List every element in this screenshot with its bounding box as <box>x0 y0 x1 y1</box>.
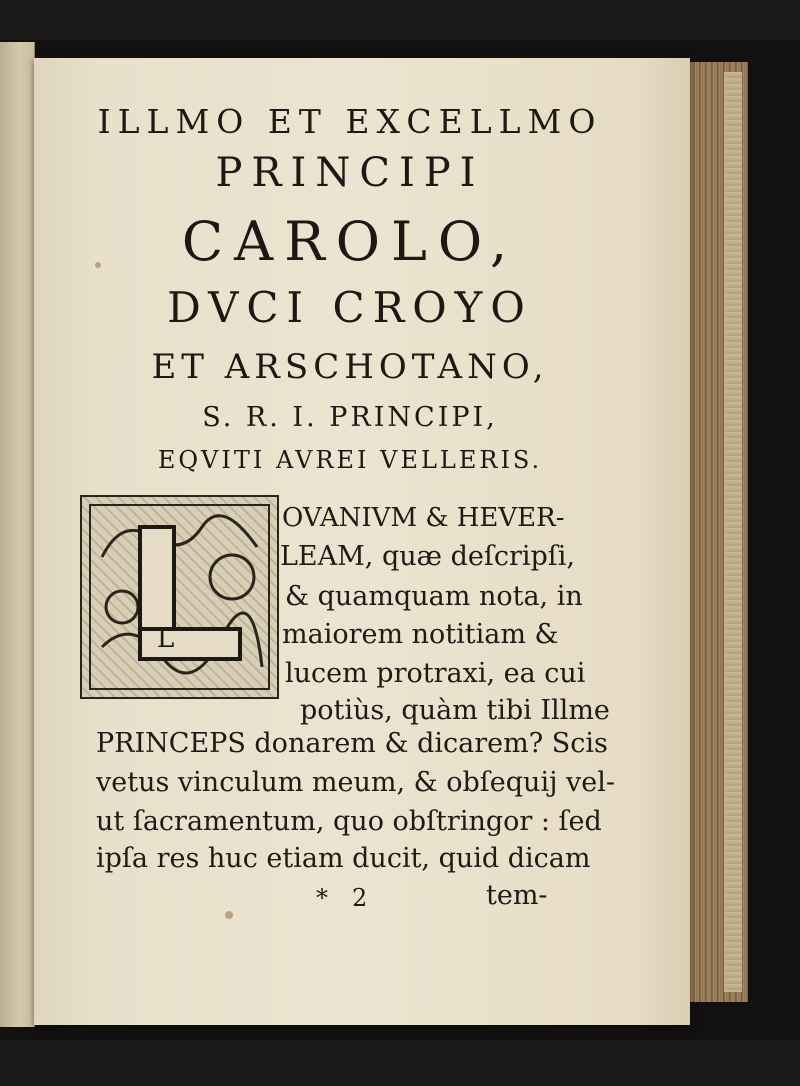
title-line-3: CAROLO, <box>181 210 519 273</box>
initial-letter: L <box>157 624 175 654</box>
facing-page-edge <box>0 42 35 1027</box>
catchword: tem- <box>486 880 548 911</box>
body-line-2: LEAM, quæ deſcripſi, <box>280 541 575 572</box>
foxing-spot <box>225 911 233 919</box>
page-fore-edge <box>688 62 748 1002</box>
body-line-7: PRINCEPS donarem & dicarem? Scis <box>96 728 608 759</box>
body-line-4: maiorem notitiam & <box>282 619 559 650</box>
body-line-6: potiùs, quàm tibi Illme <box>300 695 610 726</box>
title-line-1: ILLMO ET EXCELLMO <box>97 102 603 141</box>
title-line-6: S. R. I. PRINCIPI, <box>202 402 498 433</box>
title-line-2: PRINCIPI <box>215 150 485 196</box>
signature-mark: * <box>316 884 328 912</box>
decorated-initial-l-icon <box>80 495 279 699</box>
foxing-spot <box>95 262 101 268</box>
body-line-8: vetus vinculum meum, & obſequij vel- <box>96 767 616 798</box>
title-line-4: DVCI CROYO <box>167 283 533 332</box>
body-line-10: ipſa res huc etiam ducit, quid dicam <box>96 843 591 874</box>
title-line-5: ET ARSCHOTANO, <box>151 347 549 387</box>
body-line-9: ut ſacramentum, quo obſtringor : ſed <box>96 806 602 837</box>
body-line-1: OVANIVM & HEVER- <box>282 503 565 533</box>
signature-number: 2 <box>352 884 368 912</box>
body-line-3: & quamquam nota, in <box>285 581 583 612</box>
body-line-5: lucem protraxi, ea cui <box>285 658 586 689</box>
title-line-7: EQVITI AVREI VELLERIS. <box>157 446 543 474</box>
